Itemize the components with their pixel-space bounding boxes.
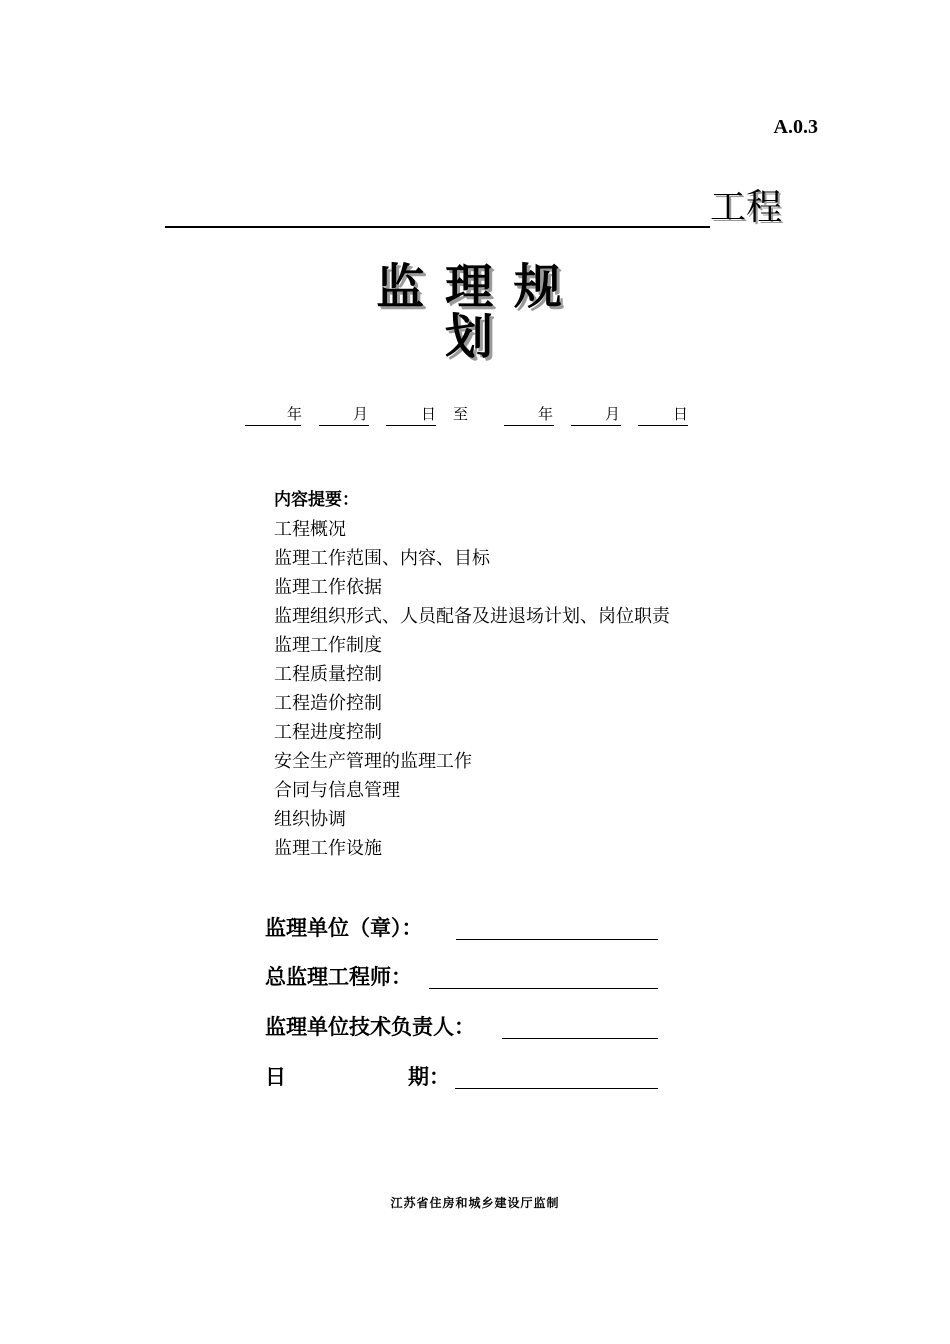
date-label-char-2: 期：	[408, 1065, 450, 1089]
start-day-blank	[386, 425, 436, 426]
start-day-label: 日	[421, 405, 437, 423]
chief-engineer-blank	[429, 988, 658, 989]
end-year-blank	[504, 425, 554, 426]
summary-heading: 内容提要：	[274, 490, 359, 510]
summary-list	[274, 515, 670, 863]
summary-item: 工程概况	[274, 519, 346, 540]
summary-item: 安全生产管理的监理工作	[274, 751, 472, 772]
summary-item: 工程质量控制	[274, 664, 382, 685]
end-month-label: 月	[605, 405, 621, 423]
date-range-to: 至	[453, 405, 469, 423]
form-code: A.0.3	[773, 116, 818, 138]
end-day-label: 日	[673, 405, 689, 423]
end-day-blank	[638, 425, 688, 426]
summary-item: 监理工作设施	[274, 838, 382, 859]
project-suffix: 工程	[710, 187, 783, 228]
project-name-blank	[165, 188, 710, 228]
chief-engineer-label: 总监理工程师：	[265, 965, 412, 989]
date-blank	[455, 1088, 658, 1089]
supervision-unit-seal-label: 监理单位（章）：	[265, 916, 423, 940]
date-label-char-1: 日	[265, 1065, 286, 1089]
technical-lead-blank	[502, 1038, 658, 1039]
summary-item: 监理工作范围、内容、目标	[274, 548, 490, 569]
start-year-label: 年	[287, 405, 303, 423]
document-title-line-1: 监 理 规	[376, 259, 564, 315]
technical-lead-label: 监理单位技术负责人：	[265, 1015, 475, 1039]
summary-item: 组织协调	[274, 809, 346, 830]
summary-item: 合同与信息管理	[274, 780, 400, 801]
document-title-line-2: 划	[444, 309, 495, 365]
summary-item: 工程造价控制	[274, 693, 382, 714]
start-month-blank	[319, 425, 369, 426]
document-title	[300, 259, 640, 365]
issuer-footer: 江苏省住房和城乡建设厅监制	[390, 1196, 560, 1210]
start-month-label: 月	[353, 405, 369, 423]
summary-item: 工程进度控制	[274, 722, 382, 743]
supervision-unit-seal-blank	[456, 939, 658, 940]
summary-item: 监理工作依据	[274, 577, 382, 598]
start-year-blank	[245, 425, 301, 426]
end-year-label: 年	[538, 405, 554, 423]
end-month-blank	[571, 425, 621, 426]
content-summary	[274, 486, 670, 863]
summary-item: 监理组织形式、人员配备及进退场计划、岗位职责	[274, 606, 670, 627]
date-range	[245, 403, 705, 429]
summary-item: 监理工作制度	[274, 635, 382, 656]
